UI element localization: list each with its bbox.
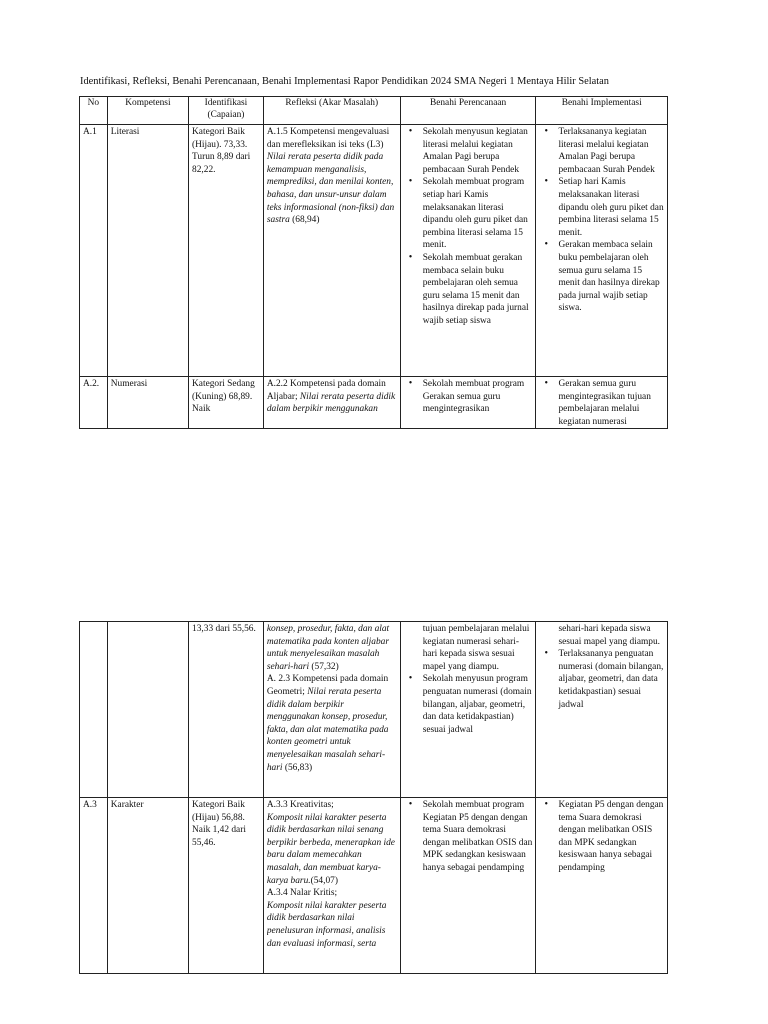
list-item: • Sekolah menyusun program penguatan numerasi (domain bilangan, aljabar, geometri, dan data ketidakpastian) sesuai jadwal xyxy=(423,673,533,736)
cell-no: A.1 xyxy=(80,125,108,377)
cell-benahi-implementasi xyxy=(536,377,668,429)
list-item: • Gerakan membaca selain buku pembelajaran oleh semua guru selama 15 menit dan hasilnya direkap pada jurnal wajib setiap siswa. xyxy=(558,239,664,315)
refleksi-lead: A.1.5 Kompetensi mengevaluasi dan merefleksikan isi teks (L3) xyxy=(266,127,390,150)
bullet-list xyxy=(404,378,533,416)
bullet-list xyxy=(539,126,664,315)
list-item: • Kegiatan P5 dengan dengan tema Suara demokrasi dengan melibatkan OSIS dan MPK sedangkan kesiswaan hanya sebagai pendamping xyxy=(558,799,664,875)
table-header-row xyxy=(80,97,668,125)
cell-refleksi xyxy=(263,798,400,974)
cell-no: A.2. xyxy=(80,377,108,429)
header-benahi-perencanaan: Benahi Perencanaan xyxy=(400,97,536,125)
cell-kompetensi: Literasi xyxy=(107,125,188,377)
bullet-list xyxy=(404,799,533,875)
continued-text: sehari-hari kepada siswa sesuai mapel yang diampu. xyxy=(558,624,660,647)
refleksi-a34-italic: Komposit nilai karakter peserta didik berdasarkan nilai penelusuran informasi, analisis dan evaluasi informasi, serta xyxy=(266,900,387,949)
refleksi-a33-italic: Komposit nilai karakter peserta didik berdasarkan nilai senang berpikir berbeda, menerapkan ide baru dalam memecahkan masalah, dan membuat karya-karya baru. xyxy=(266,812,395,886)
cell-benahi-implementasi xyxy=(536,125,668,377)
header-refleksi: Refleksi (Akar Masalah) xyxy=(263,97,400,125)
cell-no xyxy=(80,622,108,798)
cell-benahi-implementasi xyxy=(536,622,668,798)
list-item: • Sekolah membuat program Gerakan semua guru mengintegrasikan xyxy=(423,378,533,416)
bullet-list xyxy=(404,673,533,736)
cell-benahi-perencanaan xyxy=(400,622,536,798)
header-identifikasi-line1: Identifikasi xyxy=(204,98,248,108)
list-item: • Sekolah membuat gerakan membaca selain buku pembelajaran oleh semua guru selama 15 menit dan hasilnya direkap pada jurnal wajib setiap siswa xyxy=(423,252,533,328)
refleksi-a33-lead: A.3.3 Kreativitas; xyxy=(266,800,334,810)
refleksi-a33-tail: (54,07) xyxy=(310,875,338,886)
bullet-list xyxy=(539,648,664,711)
header-identifikasi xyxy=(189,97,264,125)
header-benahi-implementasi: Benahi Implementasi xyxy=(536,97,668,125)
header-no: No xyxy=(80,97,108,125)
bullet-list xyxy=(539,378,664,428)
refleksi-a23-tail: (56,83) xyxy=(282,762,313,773)
cell-identifikasi: Kategori Baik (Hijau) 56,88. Naik 1,42 dari 55,46. xyxy=(189,798,264,974)
refleksi-italic: Nilai rerata peserta didik pada kemampuan menganalisis, memprediksi, dan menilai konten, bahasa, dan unsur-unsur dalam teks informasional (non-fiksi) dan sastra xyxy=(266,152,395,226)
rapor-table-part-2 xyxy=(79,621,668,974)
table-row xyxy=(80,125,668,377)
list-item: • Sekolah menyusun kegiatan literasi melalui kegiatan Amalan Pagi berupa pembacaan Surah Pendek xyxy=(423,126,533,176)
refleksi-lead: A.2.2 Kompetensi pada domain Aljabar; xyxy=(266,379,386,402)
cell-identifikasi: 13,33 dari 55,56. xyxy=(189,622,264,798)
refleksi-a23-lead: A. 2.3 Kompetensi pada domain Geometri; xyxy=(266,674,389,697)
list-item: • Terlaksananya kegiatan literasi melalui kegiatan Amalan Pagi berupa pembacaan Surah Pendek xyxy=(558,126,664,176)
table-row xyxy=(80,622,668,798)
cell-refleksi xyxy=(263,125,400,377)
cell-refleksi xyxy=(263,377,400,429)
bullet-list xyxy=(404,126,533,328)
cell-no: A.3 xyxy=(80,798,108,974)
refleksi-a23 xyxy=(267,673,397,774)
cell-identifikasi: Kategori Sedang (Kuning) 68,89. Naik xyxy=(189,377,264,429)
table-row xyxy=(80,377,668,429)
table-row xyxy=(80,798,668,974)
header-kompetensi: Kompetensi xyxy=(107,97,188,125)
cell-refleksi xyxy=(263,622,400,798)
refleksi-a34-lead: A.3.4 Nalar Kritis; xyxy=(266,888,338,899)
refleksi-tail: (68,94) xyxy=(289,215,320,226)
refleksi-italic: Nilai rerata peserta didik dalam berpikir menggunakan xyxy=(266,391,396,415)
cell-benahi-perencanaan xyxy=(400,798,536,974)
list-item: • Terlaksananya penguatan numerasi (domain bilangan, aljabar, geometri, dan data ketidakpastian) sesuai jadwal xyxy=(558,648,664,711)
cell-kompetensi: Numerasi xyxy=(107,377,188,429)
cell-identifikasi: Kategori Baik (Hijau). 73,33. Turun 8,89 dari 82,22. xyxy=(189,125,264,377)
refleksi-a23-italic: Nilai rerata peserta didik dalam berpikir menggunakan konsep, prosedur, fakta, dan alat matematika pada konten geometri untuk menyelesaikan masalah sehari-hari xyxy=(266,686,389,773)
cell-kompetensi xyxy=(107,622,188,798)
document-title: Identifikasi, Refleksi, Benahi Perencanaan, Benahi Implementasi Rapor Pendidikan 2024 SMA Negeri 1 Mentaya Hilir Selatan xyxy=(80,76,609,87)
cell-benahi-implementasi xyxy=(536,798,668,974)
refleksi-a22-italic: konsep, prosedur, fakta, dan alat matematika pada konten aljabar untuk menyelesaikan masalah sehari-hari xyxy=(266,624,390,672)
list-item: • Setiap hari Kamis melaksanakan literasi dipandu oleh guru piket dan pembina literasi selama 15 menit. xyxy=(558,176,664,239)
bullet-list xyxy=(539,799,664,875)
continued-text: tujuan pembelajaran melalui kegiatan numerasi sehari-hari kepada siswa sesuai mapel yang diampu. xyxy=(422,624,530,672)
list-item: • Sekolah membuat program setiap hari Kamis melaksanakan literasi dipandu oleh guru piket dan pembina literasi selama 15 menit. xyxy=(423,176,533,252)
list-item: • Sekolah membuat program Kegiatan P5 dengan dengan tema Suara demokrasi dengan melibatkan OSIS dan MPK sedangkan kesiswaan hanya sebagai pendamping xyxy=(423,799,533,875)
cell-benahi-perencanaan xyxy=(400,125,536,377)
refleksi-a22-tail: (57,32) xyxy=(309,661,339,672)
cell-kompetensi: Karakter xyxy=(107,798,188,974)
header-identifikasi-line2: (Capaian) xyxy=(207,109,245,120)
list-item: • Gerakan semua guru mengintegrasikan tujuan pembelajaran melalui kegiatan numerasi xyxy=(558,378,664,428)
rapor-table-part-1 xyxy=(79,96,668,429)
cell-benahi-perencanaan xyxy=(400,377,536,429)
